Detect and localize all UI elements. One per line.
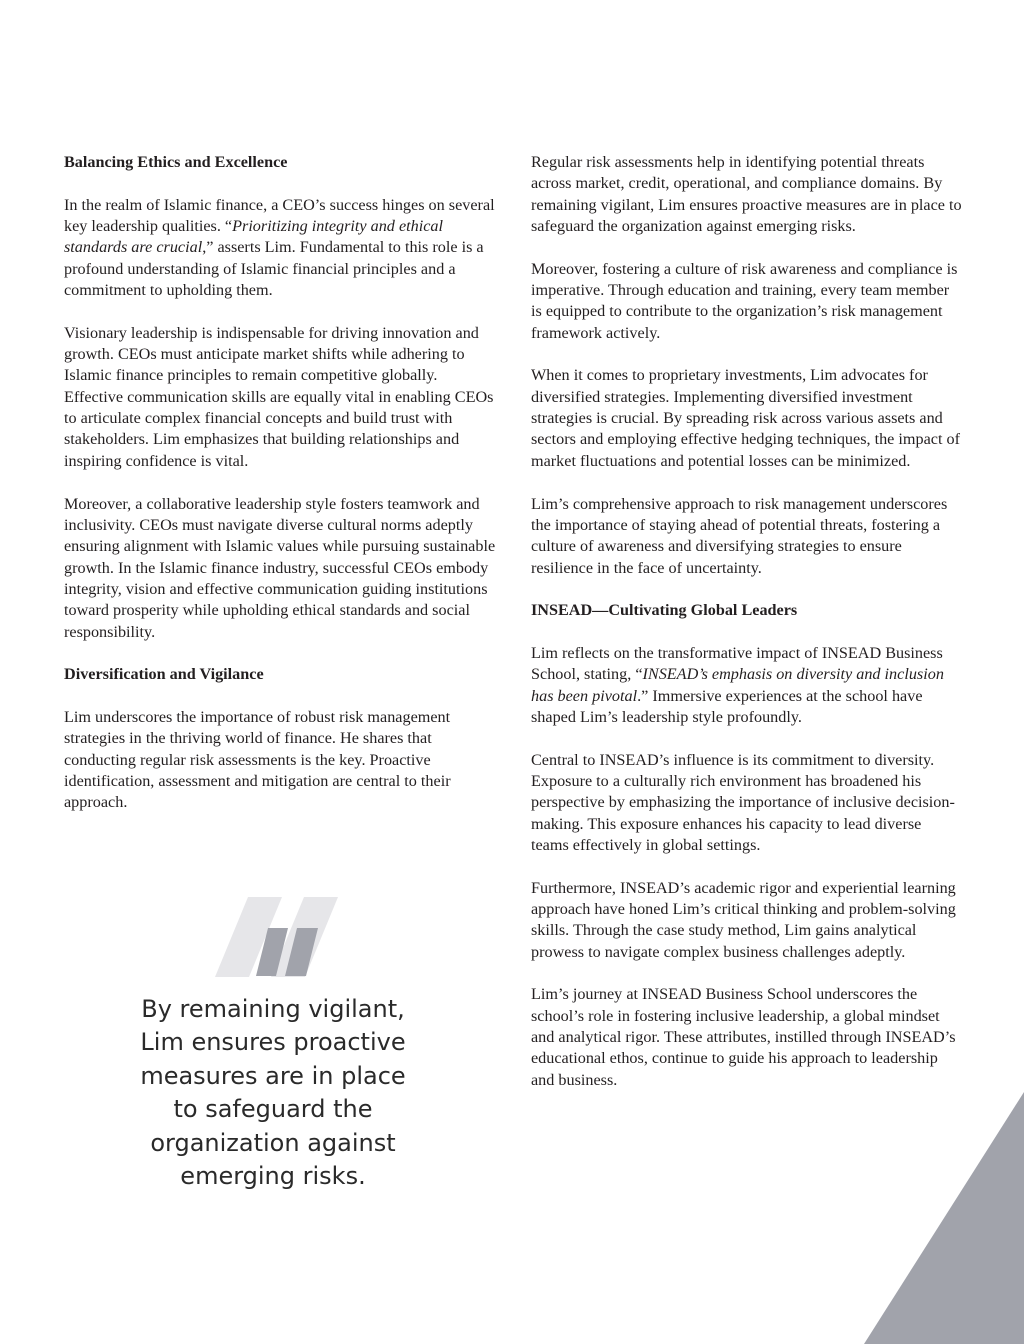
- paragraph: Lim’s journey at INSEAD Business School underscores the school’s role in fostering inclusive leadership, a global mindset and analytical rigor. These attributes, instilled through INSEAD’s educational ethos, continue to guide his approach to leadership and business.: [531, 985, 956, 1089]
- section-heading-insead: INSEAD—Cultivating Global Leaders: [531, 601, 798, 620]
- paragraph: When it comes to proprietary investments, Lim advocates for diversified strategies. Implementing diversified investment strategies is crucial. By spreading risk across various assets and sectors and employing effective hedging techniques, the impact of market fluctuations and potential losses can be minimized.: [531, 366, 960, 470]
- paragraph: [531, 643, 963, 728]
- paragraph-text: ,” asserts Lim. Fundamental to this role is a profound understanding of Islamic financial principles and a commitment to upholding them.: [64, 238, 484, 300]
- section-heading-ethics: Balancing Ethics and Excellence: [64, 153, 288, 171]
- paragraph-text: In the realm of Islamic finance, a CEO’s success hinges on several key leadership qualities. “: [64, 195, 495, 236]
- inline-quote: Prioritizing integrity and ethical standards are crucial: [64, 217, 443, 257]
- paragraph: [64, 195, 496, 302]
- paragraph: Lim’s comprehensive approach to risk management underscores the importance of staying ahead of potential threats, fostering a culture of awareness and diversifying strategies to ensure resilience in the face of uncertainty.: [531, 494, 948, 577]
- pull-quote: By remaining vigilant, Lim ensures proactive measures are in place to safeguard the organization against emerging risks.: [140, 995, 406, 1191]
- corner-triangle-decoration: [864, 1092, 1024, 1344]
- paragraph: Visionary leadership is indispensable for driving innovation and growth. CEOs must anticipate market shifts while adhering to Islamic finance principles to remain competitive globally. Effective communication skills are equally vital in enabling CEOs to articulate complex financial concepts and build trust with stakeholders. Lim emphasizes that building relationships and inspiring confidence is vital.: [64, 323, 494, 470]
- paragraph-text: .” Immersive experiences at the school have shaped Lim’s leadership style profoundly.: [531, 686, 923, 726]
- paragraph: Furthermore, INSEAD’s academic rigor and experiential learning approach have honed Lim’s critical thinking and problem-solving skills. Through the case study method, Lim gains analytical prowess to navigate complex business challenges adeptly.: [531, 878, 956, 961]
- left-column: [64, 152, 496, 835]
- paragraph: Central to INSEAD’s influence is its commitment to diversity. Exposure to a culturally rich environment has broadened his perspective by emphasizing the importance of inclusive decision-making. This exposure enhances his capacity to lead diverse teams effectively in global settings.: [531, 750, 955, 854]
- paragraph: Moreover, fostering a culture of risk awareness and compliance is imperative. Through education and training, every team member is equipped to contribute to the organization’s risk management framework actively.: [531, 259, 958, 342]
- paragraph: Moreover, a collaborative leadership style fosters teamwork and inclusivity. CEOs must navigate diverse cultural norms adeptly ensuring alignment with Islamic values while pursuing sustainable growth. In the Islamic finance industry, successful CEOs embody integrity, vision and effective communication guiding institutions toward prosperity while upholding ethical standards and social responsibility.: [64, 494, 496, 641]
- paragraph: Lim underscores the importance of robust risk management strategies in the thriving world of finance. He shares that conducting regular risk assessments is the key. Proactive identification, assessment and mitigation are central to their approach.: [64, 707, 451, 812]
- inline-quote: INSEAD’s emphasis on diversity and inclusion has been pivotal: [531, 665, 944, 705]
- section-heading-diversification: Diversification and Vigilance: [64, 665, 264, 684]
- paragraph-text: Lim reflects on the transformative impact of INSEAD Business School, stating, “: [531, 643, 943, 684]
- paragraph: Regular risk assessments help in identifying potential threats across market, credit, operational, and compliance domains. By remaining vigilant, Lim ensures proactive measures are in place to safeguard the organization against emerging risks.: [531, 153, 962, 236]
- double-quote-icon: [214, 897, 344, 979]
- right-column: [531, 152, 963, 1112]
